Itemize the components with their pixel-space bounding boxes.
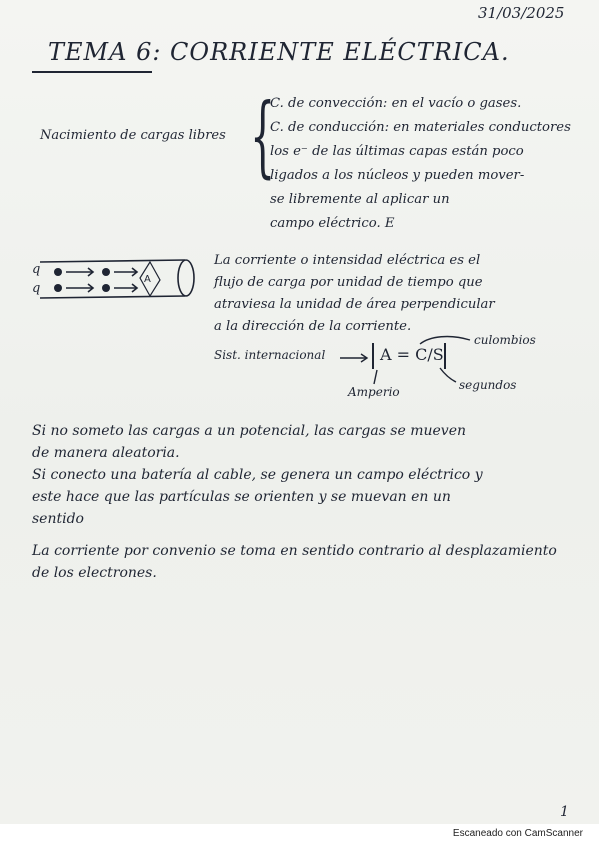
paragraph-line: de manera aleatoria. <box>32 445 180 461</box>
charges-label: Nacimiento de cargas libres <box>40 128 226 143</box>
paragraph-line: de los electrones. <box>32 565 157 581</box>
amperio-pointer <box>374 370 377 384</box>
date: 31/03/2025 <box>478 4 565 22</box>
segundos-label: segundos <box>459 378 517 392</box>
unit-formula: A = C/S <box>380 345 444 364</box>
charge-label: q <box>32 262 41 277</box>
paragraph-line: este hace que las partículas se orienten y se muevan en un <box>32 489 451 505</box>
wire-end-ellipse <box>178 260 194 296</box>
definition <box>214 250 495 338</box>
page-title: TEMA 6: CORRIENTE ELÉCTRICA. <box>48 38 510 66</box>
si-label: Sist. internacional <box>214 348 326 362</box>
definition-line: La corriente o intensidad eléctrica es el <box>214 253 481 268</box>
definition-line: a la dirección de la corriente. <box>214 319 412 334</box>
conduction-line: C. de conducción: en materiales conductores <box>270 120 571 135</box>
charge-label: q <box>32 281 41 296</box>
paragraph-line: Si no someto las cargas a un potencial, las cargas se mueven <box>32 423 467 439</box>
conduction-line: los e⁻ de las últimas capas están poco <box>270 144 524 159</box>
conduction-line: se libremente al aplicar un <box>270 192 450 207</box>
amperio-label: Amperio <box>348 385 400 399</box>
wire-bottom-edge <box>40 296 185 298</box>
definition-line: atraviesa la unidad de área perpendicular <box>214 297 495 312</box>
definition-line: flujo de carga por unidad de tiempo que <box>214 275 483 290</box>
paragraph-line: Si conecto una batería al cable, se genera un campo eléctrico y <box>32 467 483 483</box>
brace: { <box>250 84 276 187</box>
paragraph-line: La corriente por convenio se toma en sentido contrario al desplazamiento <box>32 543 557 559</box>
charge-dot <box>102 284 110 292</box>
charge-dot <box>54 268 62 276</box>
explanation-block <box>32 420 557 584</box>
convection-line: C. de convección: en el vacío o gases. <box>270 96 522 111</box>
section-label: A <box>144 274 151 285</box>
paragraph-line: sentido <box>32 511 84 527</box>
segundos-pointer <box>440 368 456 382</box>
coulombs-label: culombios <box>474 333 536 347</box>
charge-dot <box>54 284 62 292</box>
scanner-footer: Escaneado con CamScanner <box>452 828 583 839</box>
charge-dot <box>102 268 110 276</box>
wire-top-edge <box>40 260 185 262</box>
conduction-line: ligados a los núcleos y pueden mover- <box>270 168 525 183</box>
page-number: 1 <box>560 804 569 820</box>
conduction-line: campo eléctrico. E <box>270 216 395 231</box>
